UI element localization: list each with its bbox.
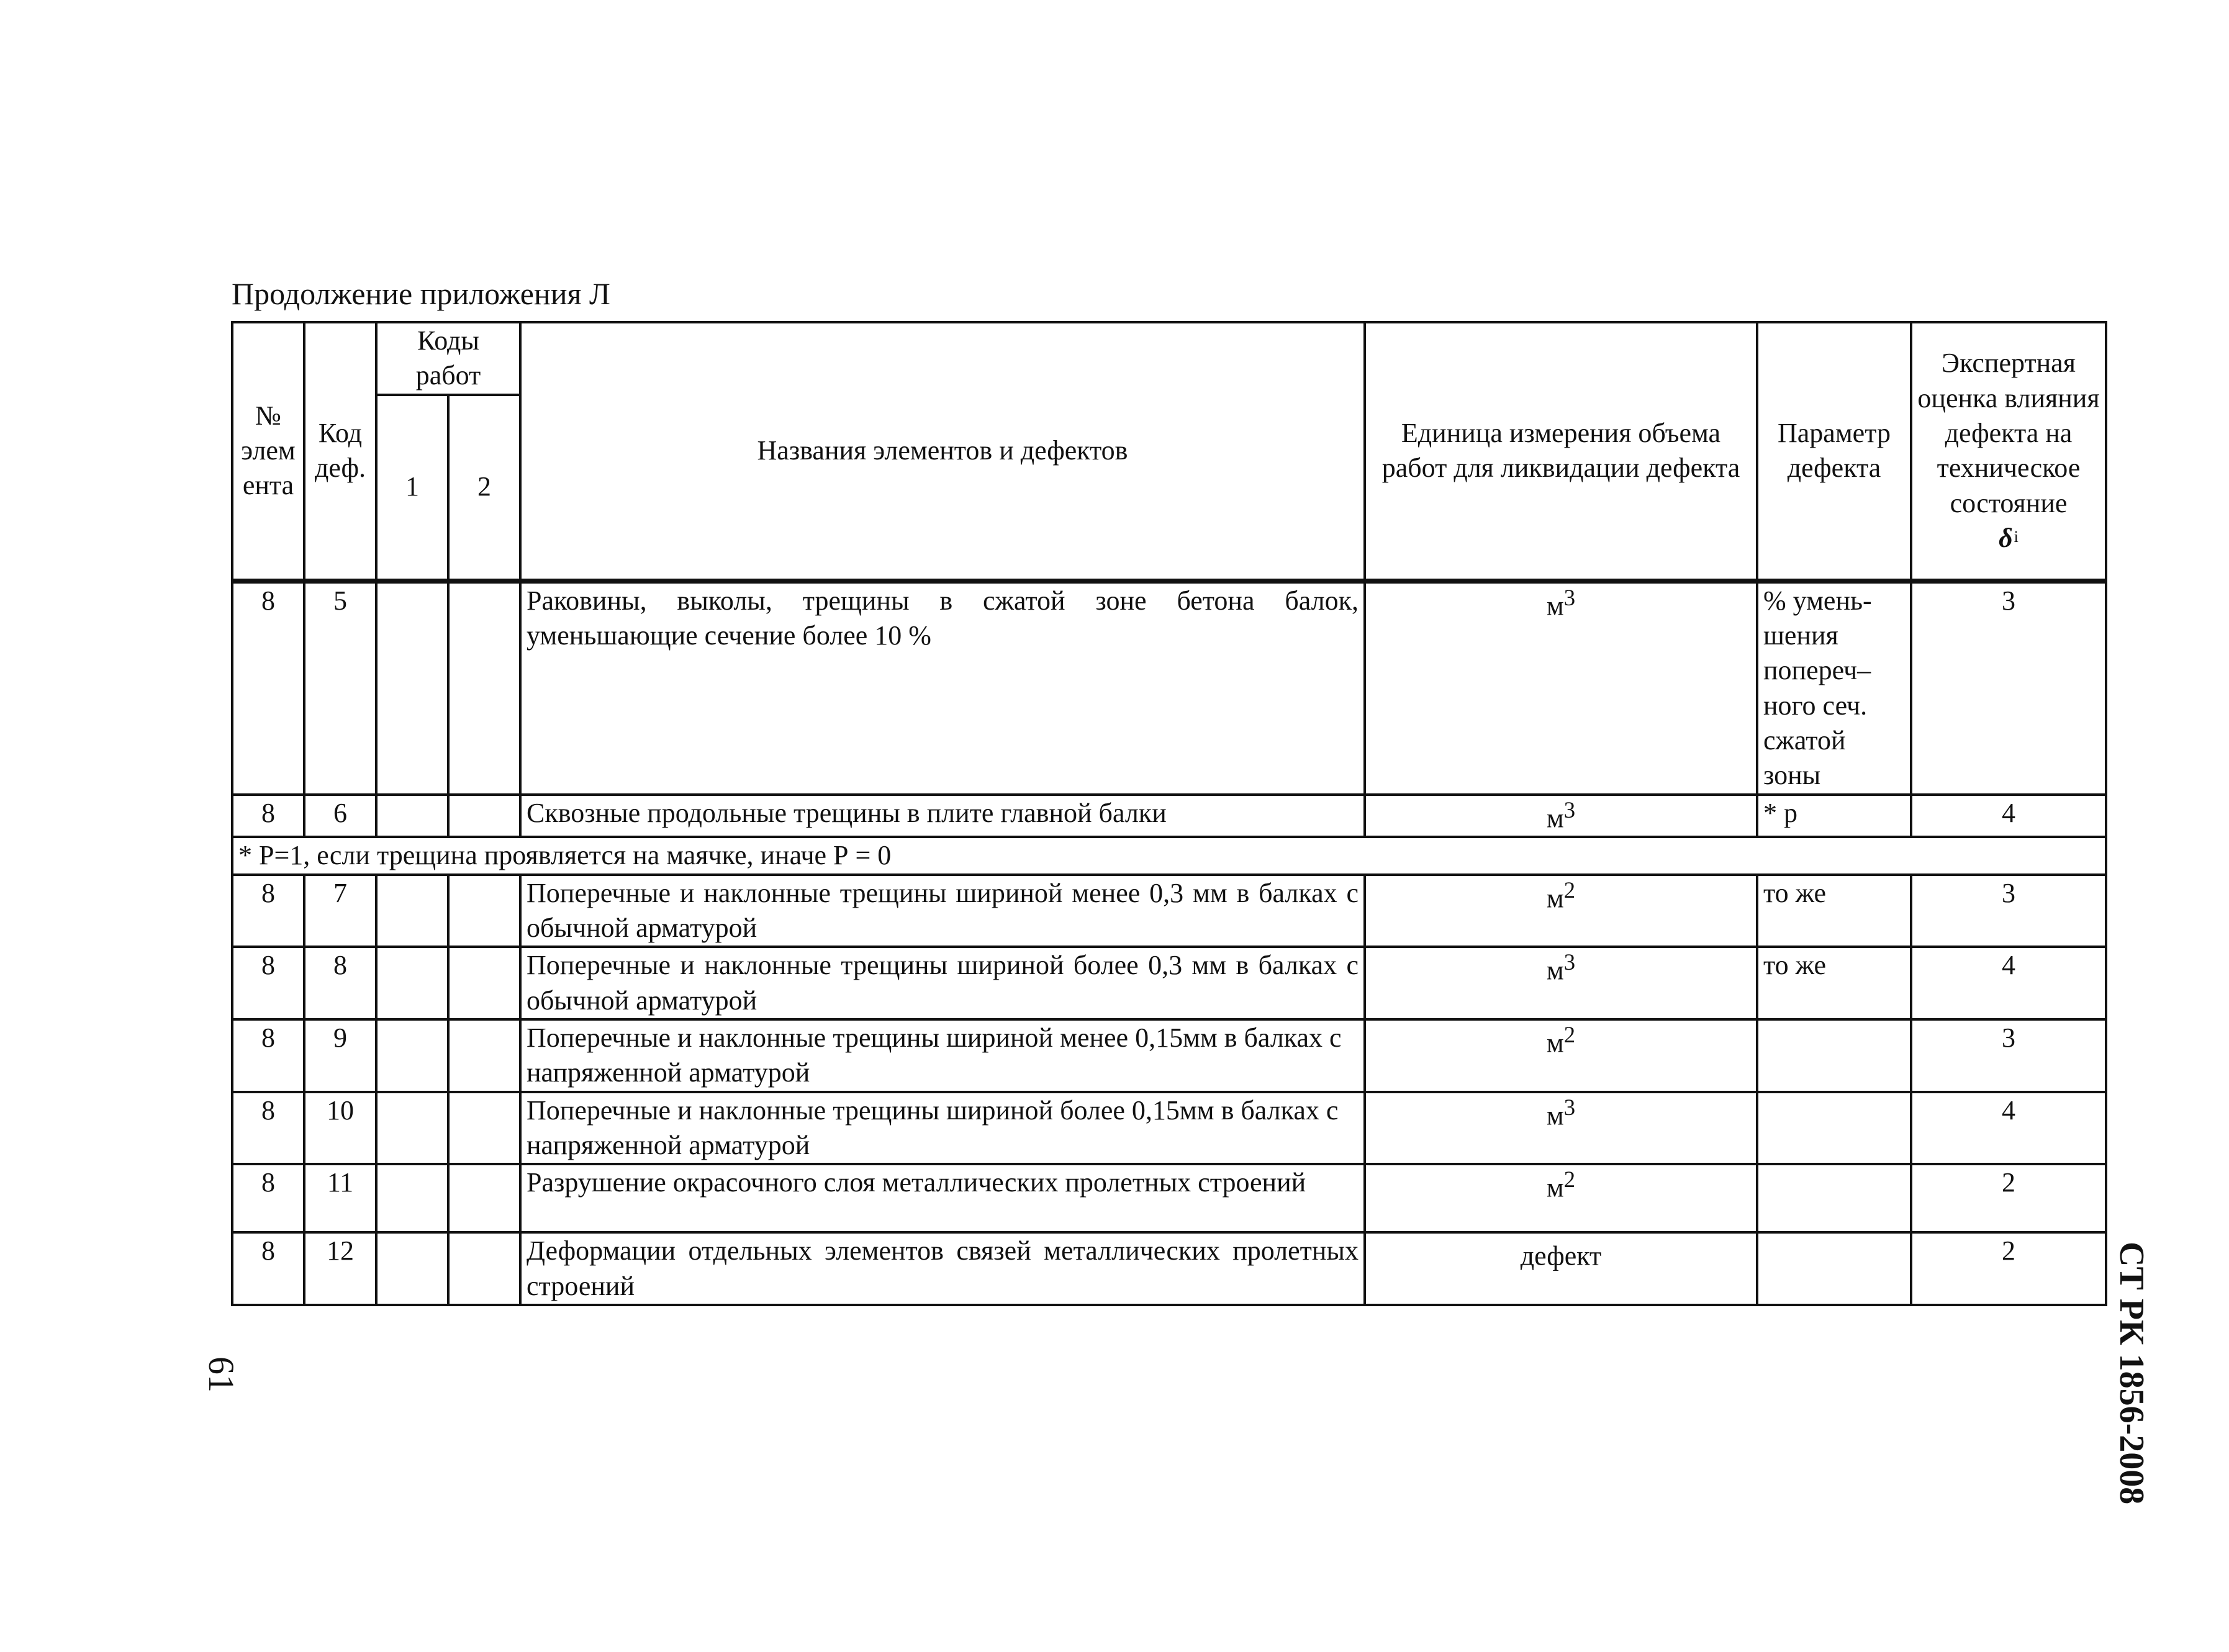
header-expert-label: Экспертная оценка влияния дефекта на техническое состояние (1917, 348, 2100, 518)
header-parameter: Параметр дефекта (1757, 322, 1911, 581)
cell-code: 5 (304, 581, 376, 795)
table-row (232, 947, 2106, 1019)
cell-unit (1365, 581, 1757, 795)
cell-name: Поперечные и наклонные трещины шириной более 0,3 мм в балках с обычной арматурой (520, 947, 1365, 1019)
cell-param: * р (1757, 795, 1911, 837)
cell-unit (1365, 1092, 1757, 1165)
cell-element: 8 (232, 581, 304, 795)
cell-score: 2 (1911, 1164, 2106, 1232)
unit-exponent: 3 (1563, 1094, 1576, 1120)
unit-exponent: 3 (1563, 797, 1576, 823)
page-number: 61 (201, 1356, 242, 1392)
cell-work-1 (376, 875, 448, 947)
table-row (232, 1019, 2106, 1092)
unit-text: дефект (1520, 1240, 1602, 1271)
cell-element: 8 (232, 1019, 304, 1092)
unit-text: м (1546, 1100, 1564, 1131)
unit-text: м (1546, 803, 1564, 834)
cell-unit (1365, 947, 1757, 1019)
table-row (232, 1164, 2106, 1232)
cell-score: 3 (1911, 875, 2106, 947)
header-element-no: № элем ента (232, 322, 304, 581)
cell-unit (1365, 1019, 1757, 1092)
cell-work-2 (448, 795, 520, 837)
cell-code: 11 (304, 1164, 376, 1232)
unit-exponent: 2 (1563, 1022, 1576, 1048)
delta-symbol: δ (1999, 522, 2013, 553)
cell-work-2 (448, 875, 520, 947)
cell-name: Деформации отдельных элементов связей металлических пролетных строений (520, 1232, 1365, 1305)
header-expert (1911, 322, 2106, 581)
unit-exponent: 3 (1563, 584, 1576, 610)
cell-unit (1365, 875, 1757, 947)
cell-work-1 (376, 1092, 448, 1165)
unit-exponent: 2 (1563, 877, 1576, 903)
cell-param (1757, 1164, 1911, 1232)
unit-text: м (1546, 883, 1564, 914)
table-row (232, 581, 2106, 795)
cell-work-1 (376, 795, 448, 837)
cell-work-2 (448, 1092, 520, 1165)
cell-param: то же (1757, 875, 1911, 947)
cell-work-2 (448, 1164, 520, 1232)
cell-unit (1365, 1164, 1757, 1232)
cell-name: Разрушение окрасочного слоя металлических пролетных строений (520, 1164, 1365, 1232)
unit-text: м (1546, 590, 1564, 621)
header-names: Названия элементов и дефектов (520, 322, 1365, 581)
cell-name: Раковины, выколы, трещины в сжатой зоне бетона балок, уменьшающие сечение более 10 % (520, 581, 1365, 795)
cell-work-2 (448, 947, 520, 1019)
cell-work-1 (376, 947, 448, 1019)
delta-subscript: i (2014, 528, 2019, 546)
unit-exponent: 3 (1563, 949, 1576, 975)
document-code: СТ РК 1856-2008 (2112, 1242, 2151, 1505)
cell-work-1 (376, 1019, 448, 1092)
cell-work-2 (448, 1232, 520, 1305)
cell-param (1757, 1092, 1911, 1165)
cell-unit (1365, 795, 1757, 837)
header-work-code-2: 2 (448, 395, 520, 581)
cell-code: 9 (304, 1019, 376, 1092)
cell-code: 8 (304, 947, 376, 1019)
cell-param (1757, 1232, 1911, 1305)
unit-text: м (1546, 955, 1564, 986)
header-unit: Единица измерения объема работ для ликвидации дефекта (1365, 322, 1757, 581)
cell-score: 3 (1911, 1019, 2106, 1092)
footnote: * Р=1, если трещина проявляется на маячке, иначе Р = 0 (232, 837, 2106, 874)
cell-work-2 (448, 581, 520, 795)
cell-work-1 (376, 1232, 448, 1305)
cell-code: 7 (304, 875, 376, 947)
cell-work-1 (376, 1164, 448, 1232)
cell-score: 4 (1911, 795, 2106, 837)
table-row (232, 875, 2106, 947)
cell-element: 8 (232, 1164, 304, 1232)
cell-code: 10 (304, 1092, 376, 1165)
header-work-code-1: 1 (376, 395, 448, 581)
footnote-row (232, 837, 2106, 874)
cell-element: 8 (232, 1092, 304, 1165)
cell-code: 6 (304, 795, 376, 837)
table-row (232, 1092, 2106, 1165)
table-row (232, 795, 2106, 837)
defects-table (231, 321, 2107, 1306)
cell-element: 8 (232, 947, 304, 1019)
cell-code: 12 (304, 1232, 376, 1305)
unit-exponent: 2 (1563, 1167, 1576, 1193)
cell-name: Сквозные продольные трещины в плите главной балки (520, 795, 1365, 837)
cell-work-1 (376, 581, 448, 795)
cell-score: 4 (1911, 1092, 2106, 1165)
cell-score: 2 (1911, 1232, 2106, 1305)
cell-unit (1365, 1232, 1757, 1305)
header-defect-code: Код деф. (304, 322, 376, 581)
cell-work-2 (448, 1019, 520, 1092)
cell-param: то же (1757, 947, 1911, 1019)
cell-param: % умень-шения попереч–ного сеч. сжатой зоны (1757, 581, 1911, 795)
cell-element: 8 (232, 795, 304, 837)
cell-name: Поперечные и наклонные трещины шириной менее 0,15мм в балках с напряженной арматурой (520, 1019, 1365, 1092)
header-work-codes: Коды работ (376, 322, 520, 395)
cell-score: 4 (1911, 947, 2106, 1019)
section-caption: Продолжение приложения Л (232, 276, 610, 311)
cell-name: Поперечные и наклонные трещины шириной более 0,15мм в балках с напряженной арматурой (520, 1092, 1365, 1165)
cell-element: 8 (232, 875, 304, 947)
cell-element: 8 (232, 1232, 304, 1305)
cell-score: 3 (1911, 581, 2106, 795)
cell-name: Поперечные и наклонные трещины шириной менее 0,3 мм в балках с обычной арматурой (520, 875, 1365, 947)
unit-text: м (1546, 1027, 1564, 1058)
table-row (232, 1232, 2106, 1305)
unit-text: м (1546, 1172, 1564, 1203)
cell-param (1757, 1019, 1911, 1092)
